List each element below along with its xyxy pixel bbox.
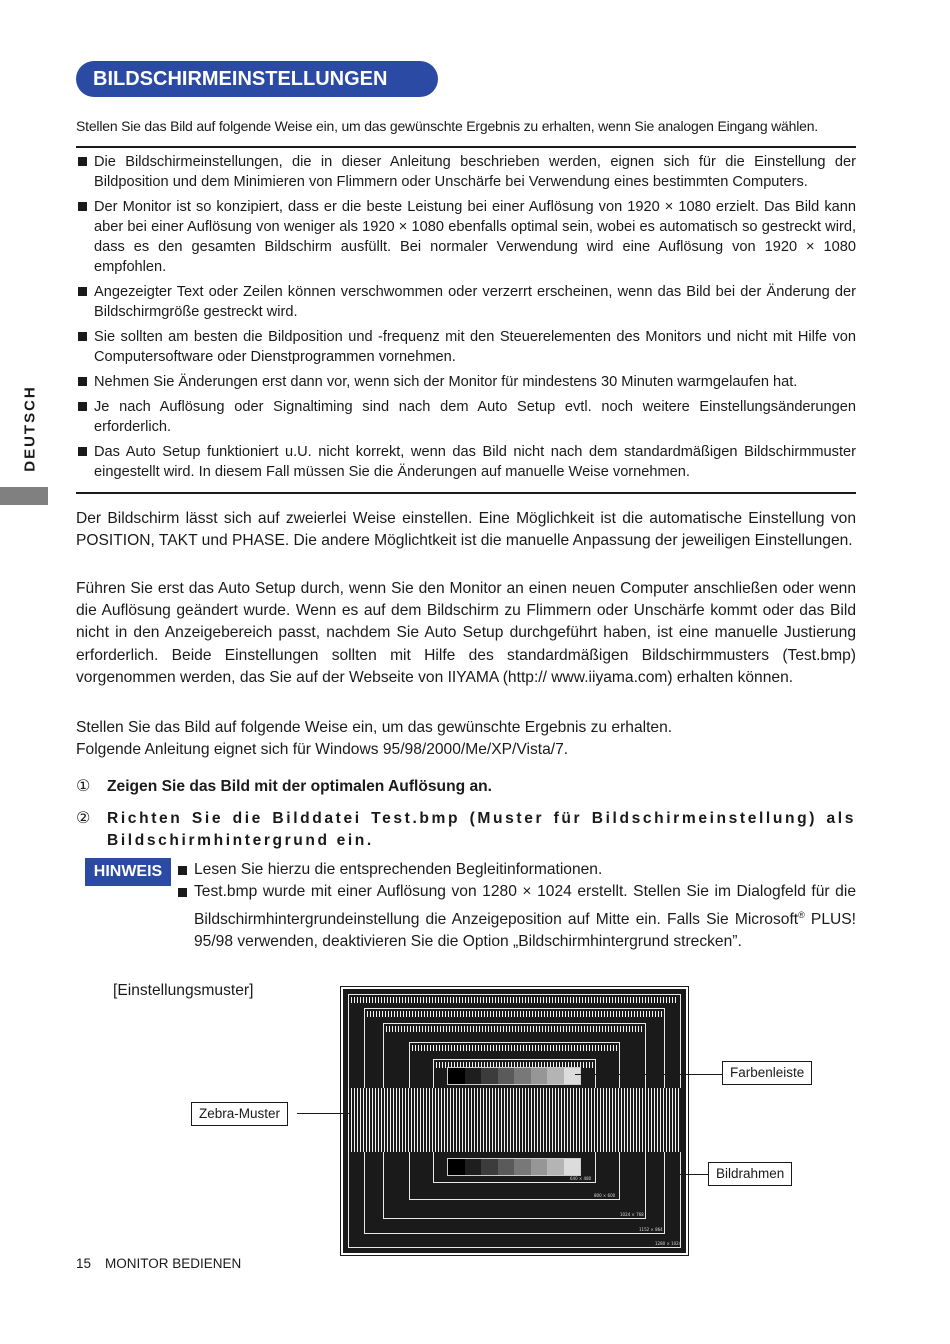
gray-swatch	[465, 1068, 482, 1084]
note-item-text: Lesen Sie hierzu die entsprechenden Begleitinformationen.	[194, 861, 603, 878]
gray-swatch	[514, 1159, 531, 1175]
footer-section: MONITOR BEDIENEN	[105, 1256, 242, 1271]
note-bullet-text: Das Auto Setup funktioniert u.U. nicht korrekt, wenn das Bild nicht nach dem standardmäßigen Bildschirmmuster eingestellt wird. In diesem Fall müssen Sie die Änderungen auf manuelle Weise vornehmen.	[94, 444, 856, 480]
page-title: BILDSCHIRMEINSTELLUNGEN	[76, 61, 438, 97]
note-badge: HINWEIS	[85, 858, 171, 886]
notes-list	[76, 152, 856, 487]
note-bullet-text: Nehmen Sie Änderungen erst dann vor, wenn sich der Monitor für mindestens 30 Minuten warmgelaufen hat.	[94, 374, 798, 390]
step-number: ②	[76, 810, 91, 827]
page-number: 15	[76, 1256, 92, 1271]
gray-swatch	[481, 1068, 498, 1084]
frame-leader-line	[665, 1174, 709, 1175]
gray-swatch	[465, 1159, 482, 1175]
bullet-square-icon	[178, 866, 187, 875]
stripe-band	[367, 1011, 662, 1017]
pattern-caption: [Einstellungsmuster]	[113, 982, 254, 999]
gray-swatch	[564, 1159, 581, 1175]
gray-swatch	[564, 1068, 581, 1084]
note-bullet-item	[76, 327, 856, 367]
stripe-band	[412, 1045, 617, 1051]
intro-text: Stellen Sie das Bild auf folgende Weise ein, um das gewünschte Ergebnis zu erhalten, wenn Sie analogen Eingang wählen.	[76, 118, 818, 134]
gray-swatch	[531, 1068, 548, 1084]
gray-swatch	[547, 1159, 564, 1175]
zebra-leader-line	[297, 1113, 349, 1114]
note-bullet-text: Die Bildschirmeinstellungen, die in dieser Anleitung beschrieben werden, eignen sich für die Einstellung der Bildposition und dem Minimieren von Flimmern oder Unschärfe bei Verwendung eines bestimmten Computers.	[94, 154, 856, 190]
gray-swatch	[481, 1159, 498, 1175]
note-bullet-item	[76, 152, 856, 192]
bullet-square-icon	[78, 447, 87, 456]
note-item	[176, 881, 856, 953]
gray-color-bar	[447, 1158, 581, 1176]
zebra-pattern	[348, 1088, 681, 1152]
bullet-square-icon	[78, 402, 87, 411]
note-bullet-text: Der Monitor ist so konzipiert, dass er die beste Leistung bei einer Auflösung von 1920 × 1080 erzielt. Das Bild kann aber bei einer Auflösung von weniger als 1920 × 1080 ebenfalls optimal sein, wobei es automatisch so gestreckt wird, dass es den gesamten Bildschirm ausfüllt. Bei normaler Verwendung wird eine Auflösung von 1920 × 1080 empfohlen.	[94, 199, 856, 275]
stripe-band	[351, 997, 678, 1003]
divider-top	[76, 146, 856, 148]
gray-swatch	[514, 1068, 531, 1084]
gray-swatch	[498, 1159, 515, 1175]
note-bullet-item	[76, 372, 856, 392]
stripe-band	[386, 1026, 643, 1032]
gray-swatch	[547, 1068, 564, 1084]
note-bullet-item	[76, 397, 856, 437]
zebra-callout: Zebra-Muster	[191, 1102, 288, 1126]
gray-swatch	[531, 1159, 548, 1175]
test-pattern-image	[341, 987, 688, 1255]
colorbar-callout: Farbenleiste	[722, 1061, 812, 1085]
step-number: ①	[76, 778, 91, 795]
note-bullet-item	[76, 197, 856, 277]
body-paragraph-1: Der Bildschirm lässt sich auf zweierlei Weise einstellen. Eine Möglichkeit ist die automatische Einstellung von POSITION, TAKT und PHASE. Die andere Möglichtkeit ist die manuelle Anpassung der jeweiligen Einstellungen.	[76, 510, 856, 550]
note-bullet-text: Angezeigter Text oder Zeilen können verschwommen oder verzerrt erscheinen, wenn das Bild bei der Änderung der Bildschirmgröße gestreckt wird.	[94, 284, 856, 320]
note-bullet-text: Sie sollten am besten die Bildposition und -frequenz mit den Steuerelementen des Monitors und nicht mit Hilfe von Computersoftware oder Dienstprogrammen vornehmen.	[94, 329, 856, 365]
bullet-square-icon	[78, 377, 87, 386]
body-paragraph-4: Folgende Anleitung eignet sich für Windows 95/98/2000/Me/XP/Vista/7.	[76, 741, 569, 758]
step-1	[76, 776, 856, 798]
step-2	[76, 808, 856, 852]
gray-swatch	[448, 1159, 465, 1175]
step-text: Richten Sie die Bilddatei Test.bmp (Muster für Bildschirmeinstellung) als Bildschirmhintergrund ein.	[107, 810, 856, 849]
resolution-label: 1024 × 768	[620, 1212, 644, 1217]
bullet-square-icon	[78, 157, 87, 166]
body-paragraph-2: Führen Sie erst das Auto Setup durch, wenn Sie den Monitor an einen neuen Computer anschließen oder wenn die Auflösung geändert wurde. Wenn es auf dem Bildschirm zu Flimmern oder Unschärfe kommt oder das Bild nicht in den Anzeigebereich passt, nachdem Sie Auto Setup durchgeführt haben, ist eine manuelle Justierung erforderlich. Beide Einstellungen sollten mit Hilfe des standardmäßigen Bildschirmmusters (Test.bmp) vorgenommen werden, das Sie auf der Webseite von IIYAMA (http:// www.iiyama.com) erhalten können.	[76, 580, 856, 686]
step-text: Zeigen Sie das Bild mit der optimalen Auflösung an.	[107, 778, 492, 795]
bullet-square-icon	[78, 202, 87, 211]
bullet-square-icon	[178, 888, 187, 897]
language-tab-label: DEUTSCH	[21, 385, 39, 472]
note-bullet-item	[76, 282, 856, 322]
resolution-label: 640 × 480	[570, 1176, 592, 1181]
gray-swatch	[498, 1068, 515, 1084]
bullet-square-icon	[78, 287, 87, 296]
note-item-text: Test.bmp wurde mit einer Auflösung von 1280 × 1024 erstellt. Stellen Sie im Dialogfeld für die Bildschirmhintergrundeinstellung die Anzeigeposition auf Mitte ein. Falls Sie Microsoft® PLUS! 95/98 verwenden, deaktivieren Sie die Option „Bildschirmhintergrund strecken”.	[194, 883, 856, 950]
gray-color-bar	[447, 1067, 581, 1085]
note-list	[176, 859, 856, 953]
resolution-label: 1280 × 1024	[655, 1241, 682, 1246]
body-paragraph-3: Stellen Sie das Bild auf folgende Weise ein, um das gewünschte Ergebnis zu erhalten.	[76, 719, 673, 736]
frame-callout: Bildrahmen	[708, 1162, 792, 1186]
colorbar-leader-line	[575, 1074, 723, 1075]
language-tab	[18, 380, 42, 484]
divider-bottom	[76, 492, 856, 494]
resolution-label: 800 × 600	[594, 1193, 616, 1198]
bullet-square-icon	[78, 332, 87, 341]
gray-swatch	[448, 1068, 465, 1084]
resolution-label: 1152 × 864	[639, 1227, 663, 1232]
page-footer	[76, 1256, 241, 1271]
note-bullet-item	[76, 442, 856, 482]
language-tab-marker	[0, 487, 48, 505]
note-bullet-text: Je nach Auflösung oder Signaltiming sind nach dem Auto Setup evtl. noch weitere Einstellungsänderungen erforderlich.	[94, 399, 856, 435]
note-item	[176, 859, 856, 881]
